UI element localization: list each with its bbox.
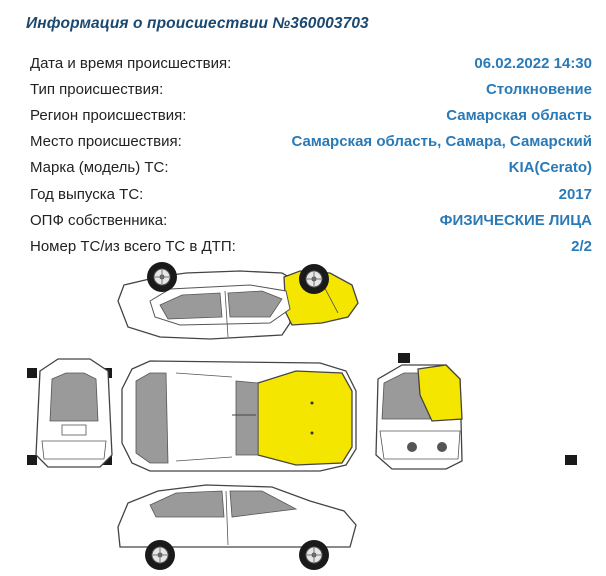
damage-diagram: [0, 255, 606, 576]
damage-zone-front-top: [258, 371, 352, 465]
detail-row-place: [30, 129, 592, 155]
detail-value: Столкновение: [485, 80, 592, 98]
detail-label: Год выпуска ТС:: [30, 185, 144, 203]
detail-value: Самарская область: [446, 106, 592, 124]
detail-row-datetime: [30, 50, 592, 76]
detail-row-year: [30, 181, 592, 207]
car-front-view: [376, 353, 577, 469]
detail-label: Место происшествия:: [30, 133, 182, 151]
detail-row-region: [30, 102, 592, 128]
detail-value: 2017: [558, 185, 592, 203]
car-top-view: [122, 361, 356, 471]
detail-value: KIA(Cerato): [508, 159, 592, 177]
detail-label: Дата и время происшествия:: [30, 54, 232, 72]
detail-label: Номер ТС/из всего ТС в ДТП:: [30, 237, 236, 255]
car-side-view-bottom: [118, 485, 356, 570]
detail-value: ФИЗИЧЕСКИЕ ЛИЦА: [439, 211, 592, 229]
detail-label: Тип происшествия:: [30, 80, 164, 98]
car-damage-scheme: [0, 255, 606, 576]
detail-row-type: [30, 76, 592, 102]
detail-label: ОПФ собственника:: [30, 211, 168, 229]
detail-value: 2/2: [571, 237, 592, 255]
incident-details: [30, 50, 592, 260]
detail-row-owner-type: [30, 207, 592, 233]
detail-value: Самарская область, Самара, Самарский: [291, 133, 592, 151]
detail-label: Марка (модель) ТС:: [30, 159, 169, 177]
car-side-view-top: [118, 262, 358, 339]
detail-value: 06.02.2022 14:30: [474, 54, 592, 72]
detail-label: Регион происшествия:: [30, 106, 187, 124]
detail-row-model: [30, 155, 592, 181]
car-rear-view: [27, 359, 112, 467]
page-title: Информация о происшествии №360003703: [26, 15, 369, 32]
